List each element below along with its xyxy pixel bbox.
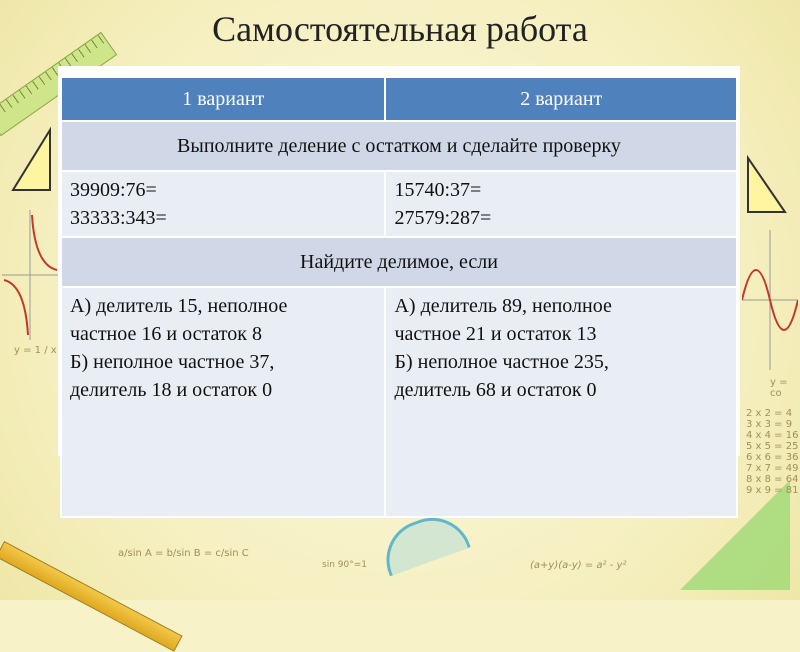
- dividend-task-line: А) делитель 89, неполное: [394, 295, 612, 317]
- mult-line: 2 x 2 = 4: [746, 408, 793, 419]
- dividend-task-line: Б) неполное частное 235,: [394, 351, 609, 373]
- instruction-division: Выполните деление с остатком и сделайте проверку: [61, 121, 737, 171]
- mult-line: 6 x 6 = 36: [746, 452, 799, 463]
- dividend-task-line: А) делитель 15, неполное: [70, 295, 288, 317]
- mult-line: 3 x 3 = 9: [746, 419, 793, 430]
- dividend-task-line: делитель 18 и остаток 0: [70, 379, 273, 401]
- hyperbola-graph-icon: [2, 210, 58, 340]
- formula-right-label: y = co: [770, 377, 788, 399]
- dividend-task-line: частное 16 и остаток 8: [70, 323, 262, 345]
- division-task: 27579:287=: [394, 207, 492, 229]
- right-triangle-left-icon: [5, 120, 60, 200]
- header-variant-1: 1 вариант: [61, 77, 385, 121]
- sin90-label: sin 90°=1: [322, 560, 367, 570]
- dividend-task-line: делитель 68 и остаток 0: [394, 379, 597, 401]
- variant2-division-cell: [385, 171, 737, 237]
- formula-left-label: y = 1 / x: [14, 345, 57, 356]
- assignment-table: [60, 76, 738, 518]
- sine-rule-label: a/sin A = b/sin B = c/sin C: [118, 548, 249, 559]
- dividend-task-line: частное 21 и остаток 13: [394, 323, 597, 345]
- variant2-dividend-cell: [385, 287, 737, 517]
- dividend-task-line: Б) неполное частное 37,: [70, 351, 275, 373]
- variant1-division-cell: [61, 171, 385, 237]
- division-task: 39909:76=: [70, 179, 157, 201]
- right-triangle-right-icon: [740, 150, 795, 220]
- table-row: [61, 121, 737, 171]
- slide-title: Самостоятельная работа: [212, 9, 588, 49]
- table-row: [61, 171, 737, 237]
- multiplication-table: [746, 408, 798, 496]
- mult-line: 7 x 7 = 49: [746, 463, 799, 474]
- mult-line: 9 x 9 = 81: [746, 485, 799, 496]
- variant1-dividend-cell: [61, 287, 385, 517]
- instruction-dividend: Найдите делимое, если: [61, 237, 737, 287]
- table-header-row: [61, 77, 737, 121]
- cosine-graph-icon: [742, 230, 798, 370]
- mult-line: 4 x 4 = 16: [746, 430, 799, 441]
- table-row: [61, 237, 737, 287]
- division-task: 15740:37=: [394, 179, 482, 201]
- table-row: [61, 287, 737, 517]
- formula-bottom-label: (a+y)(a-y) = a² - y²: [530, 560, 627, 571]
- mult-line: 8 x 8 = 64: [746, 474, 799, 485]
- mult-line: 5 x 5 = 25: [746, 441, 799, 452]
- division-task: 33333:343=: [70, 207, 167, 229]
- header-variant-2: 2 вариант: [385, 77, 737, 121]
